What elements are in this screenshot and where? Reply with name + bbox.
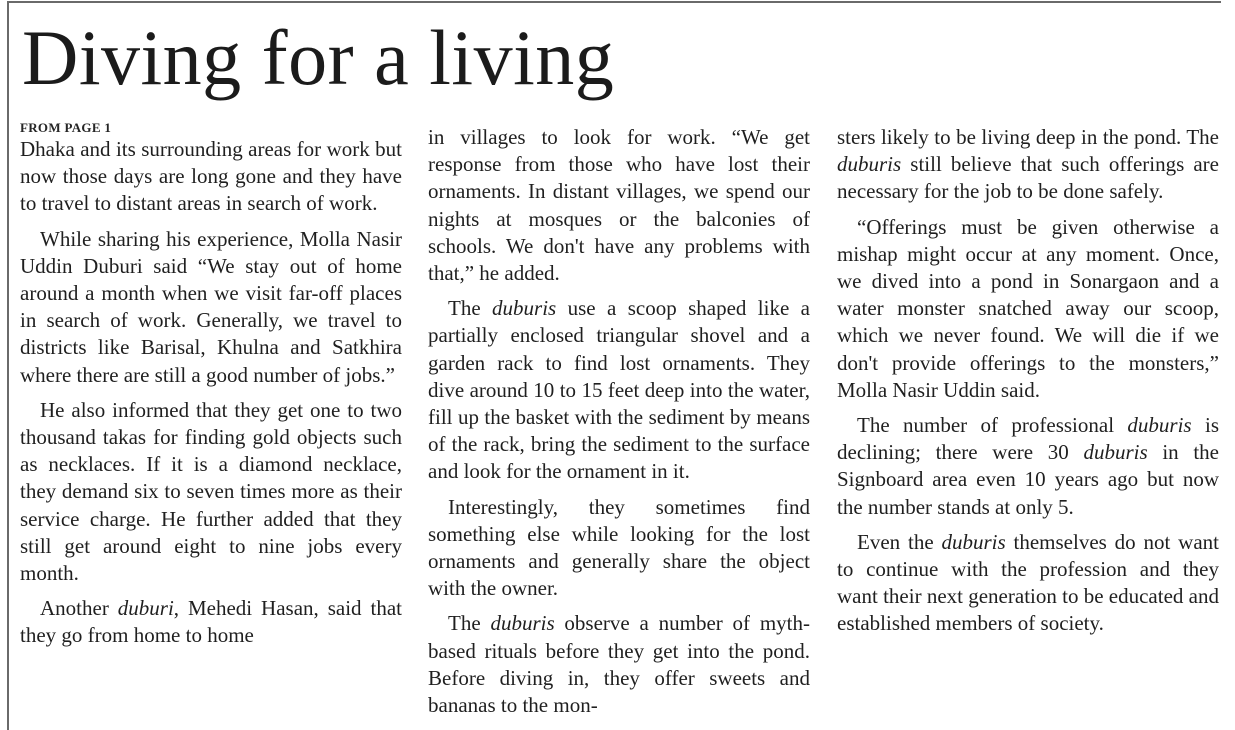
article-column-3 [837, 124, 1219, 646]
paragraph: Another duburi, Mehedi Hasan, said that they go from home to home [20, 596, 402, 648]
paragraph: He also informed that they get one to two thousand takas for finding gold objects such as necklaces. If it is a diamond necklace, they demand six to seven times more as their service charge. He further added that they still get around eight to nine jobs every month. [20, 397, 402, 586]
top-rule [8, 1, 1221, 3]
article-column-2 [428, 124, 810, 727]
paragraph: Dhaka and its surrounding areas for work but now those days are long gone and they have to travel to distant areas in search of work. [20, 137, 402, 216]
left-rule [7, 1, 9, 730]
paragraph: The duburis use a scoop shaped like a partially enclosed triangular shovel and a garden rack to find lost ornaments. They dive around 10 to 15 feet deep into the water, fill up the basket with the sediment by means of the rack, bring the sediment to the surface and look for the ornament in it. [428, 296, 810, 484]
article-body [20, 120, 1225, 730]
paragraph: While sharing his experience, Molla Nasir Uddin Duburi said “We stay out of home around a month when we visit far-off places in search of work. Generally, we travel to districts like Barisal, Khulna and Satkhira where there are still a good number of jobs.” [20, 226, 402, 387]
paragraph: Even the duburis themselves do not want to continue with the profession and they want their next generation to be educated and established members of society. [837, 529, 1219, 636]
paragraph: The duburis observe a number of myth-based rituals before they get into the pond. Before diving in, they offer sweets and bananas to the mon- [428, 611, 810, 718]
paragraph: The number of professional duburis is declining; there were 30 duburis in the Signboard area even 10 years ago but now the number stands at only 5. [837, 413, 1220, 519]
paragraph: “Offerings must be given otherwise a mishap might occur at any moment. Once, we dived into a pond in Sonargaon and a water monster snatched away our scoop, which we never found. We will die if we don't provide offerings to the monsters,” Molla Nasir Uddin said. [837, 214, 1219, 402]
article-headline: Diving for a living [22, 14, 615, 101]
continuation-kicker: FROM PAGE 1 [20, 120, 112, 135]
paragraph: Interestingly, they sometimes find something else while looking for the lost ornaments and generally share the object with the owner. [428, 494, 810, 601]
article-column-1 [20, 120, 402, 658]
paragraph: sters likely to be living deep in the pond. The duburis still believe that such offerings are necessary for the job to be done safely. [837, 125, 1219, 204]
paragraph: in villages to look for work. “We get response from those who have lost their ornaments. In distant villages, we spend our nights at mosques or the balconies of schools. We don't have any problems with that,” he added. [428, 125, 810, 286]
